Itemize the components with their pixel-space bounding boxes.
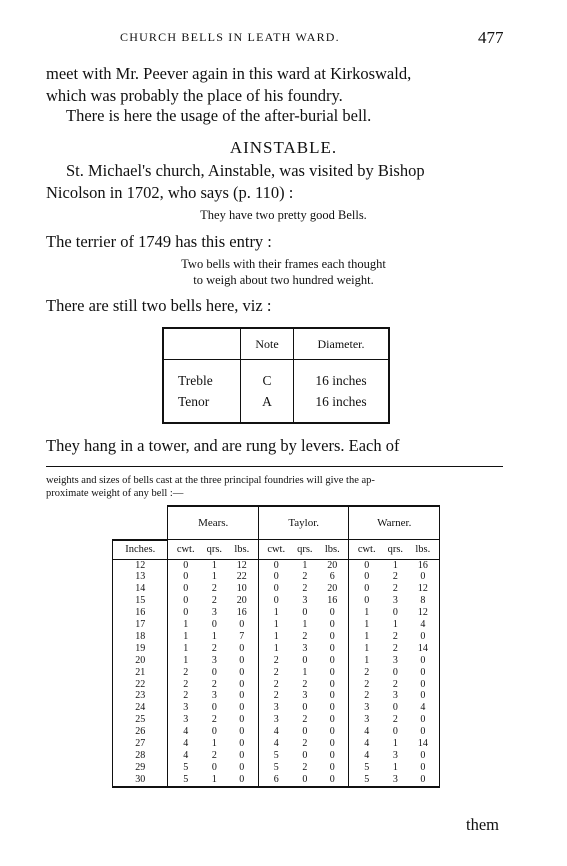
weight-cell: 0 [349, 583, 384, 595]
weight-cell: 0 [329, 714, 335, 726]
weight-cell: 2 [302, 761, 308, 773]
body-line: St. Michael's church, Ainstable, was visited by Bishop [66, 161, 425, 180]
body-line: Nicolson in 1702, who says (p. 110) : [46, 183, 294, 202]
inches-cell: 19 [113, 643, 168, 655]
unit-header: cwt. [258, 540, 293, 560]
bell-note: A [241, 391, 294, 412]
weight-cell: 4 [168, 738, 203, 750]
table-row [113, 762, 440, 774]
weight-cell: 0 [258, 559, 293, 571]
weight-cell: 4 [349, 750, 384, 762]
weight-cell: 12 [407, 607, 440, 619]
body-line: meet with Mr. Peever again in this ward at Kirkoswald, [46, 64, 412, 83]
weight-cell: 1 [302, 666, 308, 678]
weight-cell: 0 [392, 607, 398, 619]
weight-cell: 0 [211, 726, 217, 738]
weight-cell: 1 [211, 630, 217, 642]
weight-cell: 16 [327, 595, 338, 607]
weight-cell: 1 [211, 571, 217, 583]
weight-cell: 2 [211, 583, 217, 595]
weight-cell: 0 [239, 761, 245, 773]
body-line: There is here the usage of the after-burial bell. [66, 106, 372, 125]
unit-header: qrs. [203, 540, 226, 560]
footnote-line: proximate weight of any bell :— [46, 488, 184, 499]
table-row [113, 631, 440, 643]
weight-cell: 1 [349, 631, 384, 643]
inches-cell: 15 [113, 595, 168, 607]
body-line: which was probably the place of his foundry. [46, 86, 343, 105]
weight-cell: 0 [329, 690, 335, 702]
weight-cell: 2 [258, 690, 293, 702]
weight-cell: 3 [392, 595, 398, 607]
table-row [113, 655, 440, 667]
weight-cell: 0 [392, 702, 398, 714]
weight-cell: 4 [407, 702, 440, 714]
weight-cell: 20 [327, 583, 338, 595]
weight-cell: 0 [349, 559, 384, 571]
weight-cell: 0 [329, 607, 335, 619]
section-title: AINSTABLE. [229, 138, 338, 157]
inches-cell: 20 [113, 655, 168, 667]
unit-header: lbs. [407, 540, 440, 560]
weight-cell: 2 [392, 583, 398, 595]
weight-cell: 2 [302, 571, 308, 583]
weight-cell: 0 [168, 559, 203, 571]
table-header: Note [241, 328, 294, 360]
weight-cell: 1 [349, 643, 384, 655]
inches-cell: 14 [113, 583, 168, 595]
weight-cell: 0 [392, 726, 398, 738]
weight-cell: 3 [258, 714, 293, 726]
weight-cell: 3 [349, 714, 384, 726]
footnote-line: weights and sizes of bells cast at the three principal foundries will give the ap- [46, 475, 375, 486]
inches-cell: 26 [113, 726, 168, 738]
weight-cell: 2 [392, 678, 398, 690]
weight-cell: 14 [407, 643, 440, 655]
weight-cell: 2 [392, 571, 398, 583]
unit-header: lbs. [226, 540, 259, 560]
inches-cell: 12 [113, 559, 168, 571]
table-row [113, 619, 440, 631]
table-row [113, 571, 440, 583]
weight-cell: 0 [407, 750, 440, 762]
weight-cell: 0 [258, 595, 293, 607]
table-row [113, 667, 440, 679]
weight-cell: 3 [302, 690, 308, 702]
inches-cell: 28 [113, 750, 168, 762]
weight-cell: 2 [349, 679, 384, 691]
weight-cell: 0 [302, 726, 308, 738]
weight-cell: 0 [239, 654, 245, 666]
inches-cell: 22 [113, 679, 168, 691]
weight-cell: 0 [239, 750, 245, 761]
inches-cell: 17 [113, 619, 168, 631]
weight-cell: 20 [236, 595, 247, 607]
weight-cell: 0 [239, 690, 245, 702]
weight-cell: 16 [407, 559, 440, 571]
inches-cell: 24 [113, 702, 168, 714]
weight-cell: 0 [258, 571, 293, 583]
weight-cell: 0 [349, 571, 384, 583]
weight-cell: 5 [349, 774, 384, 787]
weight-cell: 1 [168, 619, 203, 631]
weight-cell: 0 [239, 714, 245, 726]
weight-cell: 0 [407, 714, 440, 726]
weight-cell: 2 [258, 667, 293, 679]
unit-header: cwt. [168, 540, 203, 560]
weight-cell: 0 [407, 631, 440, 643]
weight-cell: 1 [258, 607, 293, 619]
table-row [113, 702, 440, 714]
weight-cell: 0 [168, 595, 203, 607]
weight-cell: 0 [211, 702, 217, 714]
weight-cell: 3 [392, 690, 398, 702]
weight-cell: 4 [407, 619, 440, 631]
weight-cell: 4 [168, 726, 203, 738]
weight-cell: 2 [168, 679, 203, 691]
weight-cell: 5 [258, 762, 293, 774]
weight-cell: 1 [258, 631, 293, 643]
table-row [113, 690, 440, 702]
weight-cell: 0 [302, 702, 308, 714]
table-row [113, 714, 440, 726]
quotation: Two bells with their frames each thought [181, 257, 386, 271]
weight-cell: 0 [239, 726, 245, 738]
weight-cell: 1 [168, 631, 203, 643]
weight-cell: 2 [211, 642, 217, 654]
table-header: Diameter. [294, 328, 390, 360]
weight-cell: 1 [392, 619, 398, 631]
weight-cell: 0 [329, 738, 335, 750]
weight-cell: 0 [329, 678, 335, 690]
weight-cell: 0 [329, 761, 335, 773]
weight-cell: 0 [316, 774, 349, 787]
table-row [113, 679, 440, 691]
weight-cell: 2 [211, 750, 217, 761]
weight-cell: 0 [258, 583, 293, 595]
weight-cell: 2 [302, 583, 308, 595]
weight-cell: 0 [329, 702, 335, 714]
weight-cell: 5 [258, 750, 293, 762]
weight-cell: 1 [349, 619, 384, 631]
weight-cell: 16 [236, 607, 247, 619]
weight-cell: 0 [407, 726, 440, 738]
weight-cell: 0 [302, 607, 308, 619]
weight-cell: 4 [349, 726, 384, 738]
table-row [163, 370, 389, 391]
weight-cell: 0 [211, 666, 217, 678]
table-row [113, 750, 440, 762]
weight-cell: 3 [211, 654, 217, 666]
foundry-header: Warner. [349, 506, 440, 540]
weight-cell: 0 [407, 774, 440, 787]
weight-cell: 2 [258, 679, 293, 691]
weight-cell: 0 [407, 762, 440, 774]
weight-cell: 0 [407, 667, 440, 679]
weight-cell: 2 [168, 667, 203, 679]
weight-cell: 0 [329, 654, 335, 666]
bells-table [162, 327, 390, 424]
weight-cell: 6 [258, 774, 293, 787]
weight-cell: 1 [168, 643, 203, 655]
weight-cell: 1 [349, 655, 384, 667]
weight-cell: 2 [258, 655, 293, 667]
inches-cell: 16 [113, 607, 168, 619]
weight-cell: 0 [407, 571, 440, 583]
weight-cell: 3 [392, 750, 398, 761]
weight-cell: 5 [168, 774, 203, 787]
weight-cell: 3 [349, 702, 384, 714]
inches-cell: 21 [113, 667, 168, 679]
unit-header: qrs. [294, 540, 317, 560]
weight-cell: 1 [203, 774, 226, 787]
quotation: to weigh about two hundred weight. [193, 273, 374, 287]
weight-cell: 0 [239, 702, 245, 714]
inches-cell: 29 [113, 762, 168, 774]
weight-cell: 0 [239, 678, 245, 690]
weight-cell: 0 [168, 583, 203, 595]
weight-cell: 2 [302, 714, 308, 726]
weight-cell: 0 [349, 595, 384, 607]
inches-cell: 27 [113, 738, 168, 750]
body-line: There are still two bells here, viz : [46, 296, 272, 315]
weight-cell: 5 [349, 762, 384, 774]
bell-name: Treble [178, 372, 213, 388]
footnote-rule [46, 466, 503, 467]
weight-cell: 4 [349, 738, 384, 750]
weight-cell: 12 [236, 559, 247, 571]
weight-cell: 22 [236, 571, 247, 583]
weights-table [112, 505, 440, 788]
weight-cell: 0 [168, 571, 203, 583]
weight-cell: 3 [392, 654, 398, 666]
body-line: The terrier of 1749 has this entry : [46, 232, 272, 251]
weight-cell: 1 [211, 559, 217, 571]
weight-cell: 0 [329, 619, 335, 631]
weight-cell: 10 [236, 583, 247, 595]
inches-cell: 18 [113, 631, 168, 643]
weight-cell: 12 [407, 583, 440, 595]
table-row [113, 726, 440, 738]
weight-cell: 0 [211, 619, 217, 631]
weight-cell: 4 [258, 726, 293, 738]
table-row [113, 559, 440, 571]
bell-name: Tenor [178, 393, 210, 409]
weight-cell: 0 [239, 666, 245, 678]
weight-cell: 2 [392, 642, 398, 654]
table-row [113, 595, 440, 607]
weight-cell: 20 [327, 559, 338, 571]
weight-cell: 0 [392, 666, 398, 678]
weight-cell: 0 [329, 666, 335, 678]
weight-cell: 2 [349, 690, 384, 702]
inches-cell: 13 [113, 571, 168, 583]
page-number: 477 [478, 28, 504, 47]
weight-cell: 8 [407, 595, 440, 607]
weight-cell: 1 [349, 607, 384, 619]
table-row [113, 774, 440, 787]
weight-cell: 0 [211, 761, 217, 773]
unit-header: qrs. [384, 540, 407, 560]
quotation: They have two pretty good Bells. [200, 208, 367, 222]
weight-cell: 3 [168, 714, 203, 726]
table-row [163, 391, 389, 412]
weight-cell: 3 [168, 702, 203, 714]
foundry-header: Taylor. [258, 506, 349, 540]
weight-cell: 0 [329, 630, 335, 642]
weight-cell: 2 [211, 595, 217, 607]
weight-cell: 0 [239, 738, 245, 750]
weight-cell: 6 [329, 571, 335, 583]
weight-cell: 0 [239, 619, 245, 631]
inches-cell: 25 [113, 714, 168, 726]
bell-diameter: 16 inches [294, 391, 390, 412]
weight-cell: 2 [168, 690, 203, 702]
weight-cell: 3 [258, 702, 293, 714]
weight-cell: 14 [407, 738, 440, 750]
inches-cell: 30 [113, 774, 168, 787]
weight-cell: 0 [407, 655, 440, 667]
weight-cell: 0 [294, 774, 317, 787]
weight-cell: 0 [329, 642, 335, 654]
weight-cell: 1 [258, 643, 293, 655]
table-row [113, 738, 440, 750]
weight-cell: 1 [258, 619, 293, 631]
unit-header: lbs. [316, 540, 349, 560]
weight-cell: 3 [211, 607, 217, 619]
weight-cell: 2 [392, 714, 398, 726]
weight-cell: 2 [302, 630, 308, 642]
weight-cell: 2 [349, 667, 384, 679]
weight-cell: 0 [407, 690, 440, 702]
table-row [113, 643, 440, 655]
weight-cell: 3 [384, 774, 407, 787]
bell-diameter: 16 inches [294, 370, 390, 391]
weight-cell: 0 [168, 607, 203, 619]
weight-cell: 4 [168, 750, 203, 762]
weight-cell: 2 [302, 738, 308, 750]
table-row [113, 583, 440, 595]
inches-header: Inches. [113, 540, 168, 560]
weight-cell: 2 [211, 678, 217, 690]
unit-header: cwt. [349, 540, 384, 560]
weight-cell: 5 [168, 762, 203, 774]
weight-cell: 3 [211, 690, 217, 702]
table-row [113, 607, 440, 619]
weight-cell: 0 [302, 654, 308, 666]
weight-cell: 4 [258, 738, 293, 750]
weight-cell: 1 [392, 559, 398, 571]
weight-cell: 1 [302, 619, 308, 631]
weight-cell: 0 [329, 750, 335, 761]
weight-cell: 0 [302, 750, 308, 761]
catchword: them [466, 815, 499, 834]
weight-cell: 2 [302, 678, 308, 690]
weight-cell: 1 [168, 655, 203, 667]
weight-cell: 1 [392, 738, 398, 750]
weight-cell: 2 [211, 714, 217, 726]
body-line: They hang in a tower, and are rung by levers. Each of [46, 436, 400, 455]
weight-cell: 1 [392, 761, 398, 773]
weight-cell: 0 [226, 774, 259, 787]
bell-note: C [241, 370, 294, 391]
weight-cell: 7 [239, 630, 245, 642]
weight-cell: 0 [407, 679, 440, 691]
weight-cell: 2 [392, 630, 398, 642]
foundry-header: Mears. [168, 506, 259, 540]
inches-cell: 23 [113, 690, 168, 702]
weight-cell: 1 [302, 559, 308, 571]
weight-cell: 3 [302, 595, 308, 607]
running-title: CHURCH BELLS IN LEATH WARD. [120, 30, 340, 44]
weight-cell: 1 [211, 738, 217, 750]
weight-cell: 3 [302, 642, 308, 654]
table-header [163, 328, 241, 360]
weight-cell: 0 [329, 726, 335, 738]
weight-cell: 0 [239, 642, 245, 654]
